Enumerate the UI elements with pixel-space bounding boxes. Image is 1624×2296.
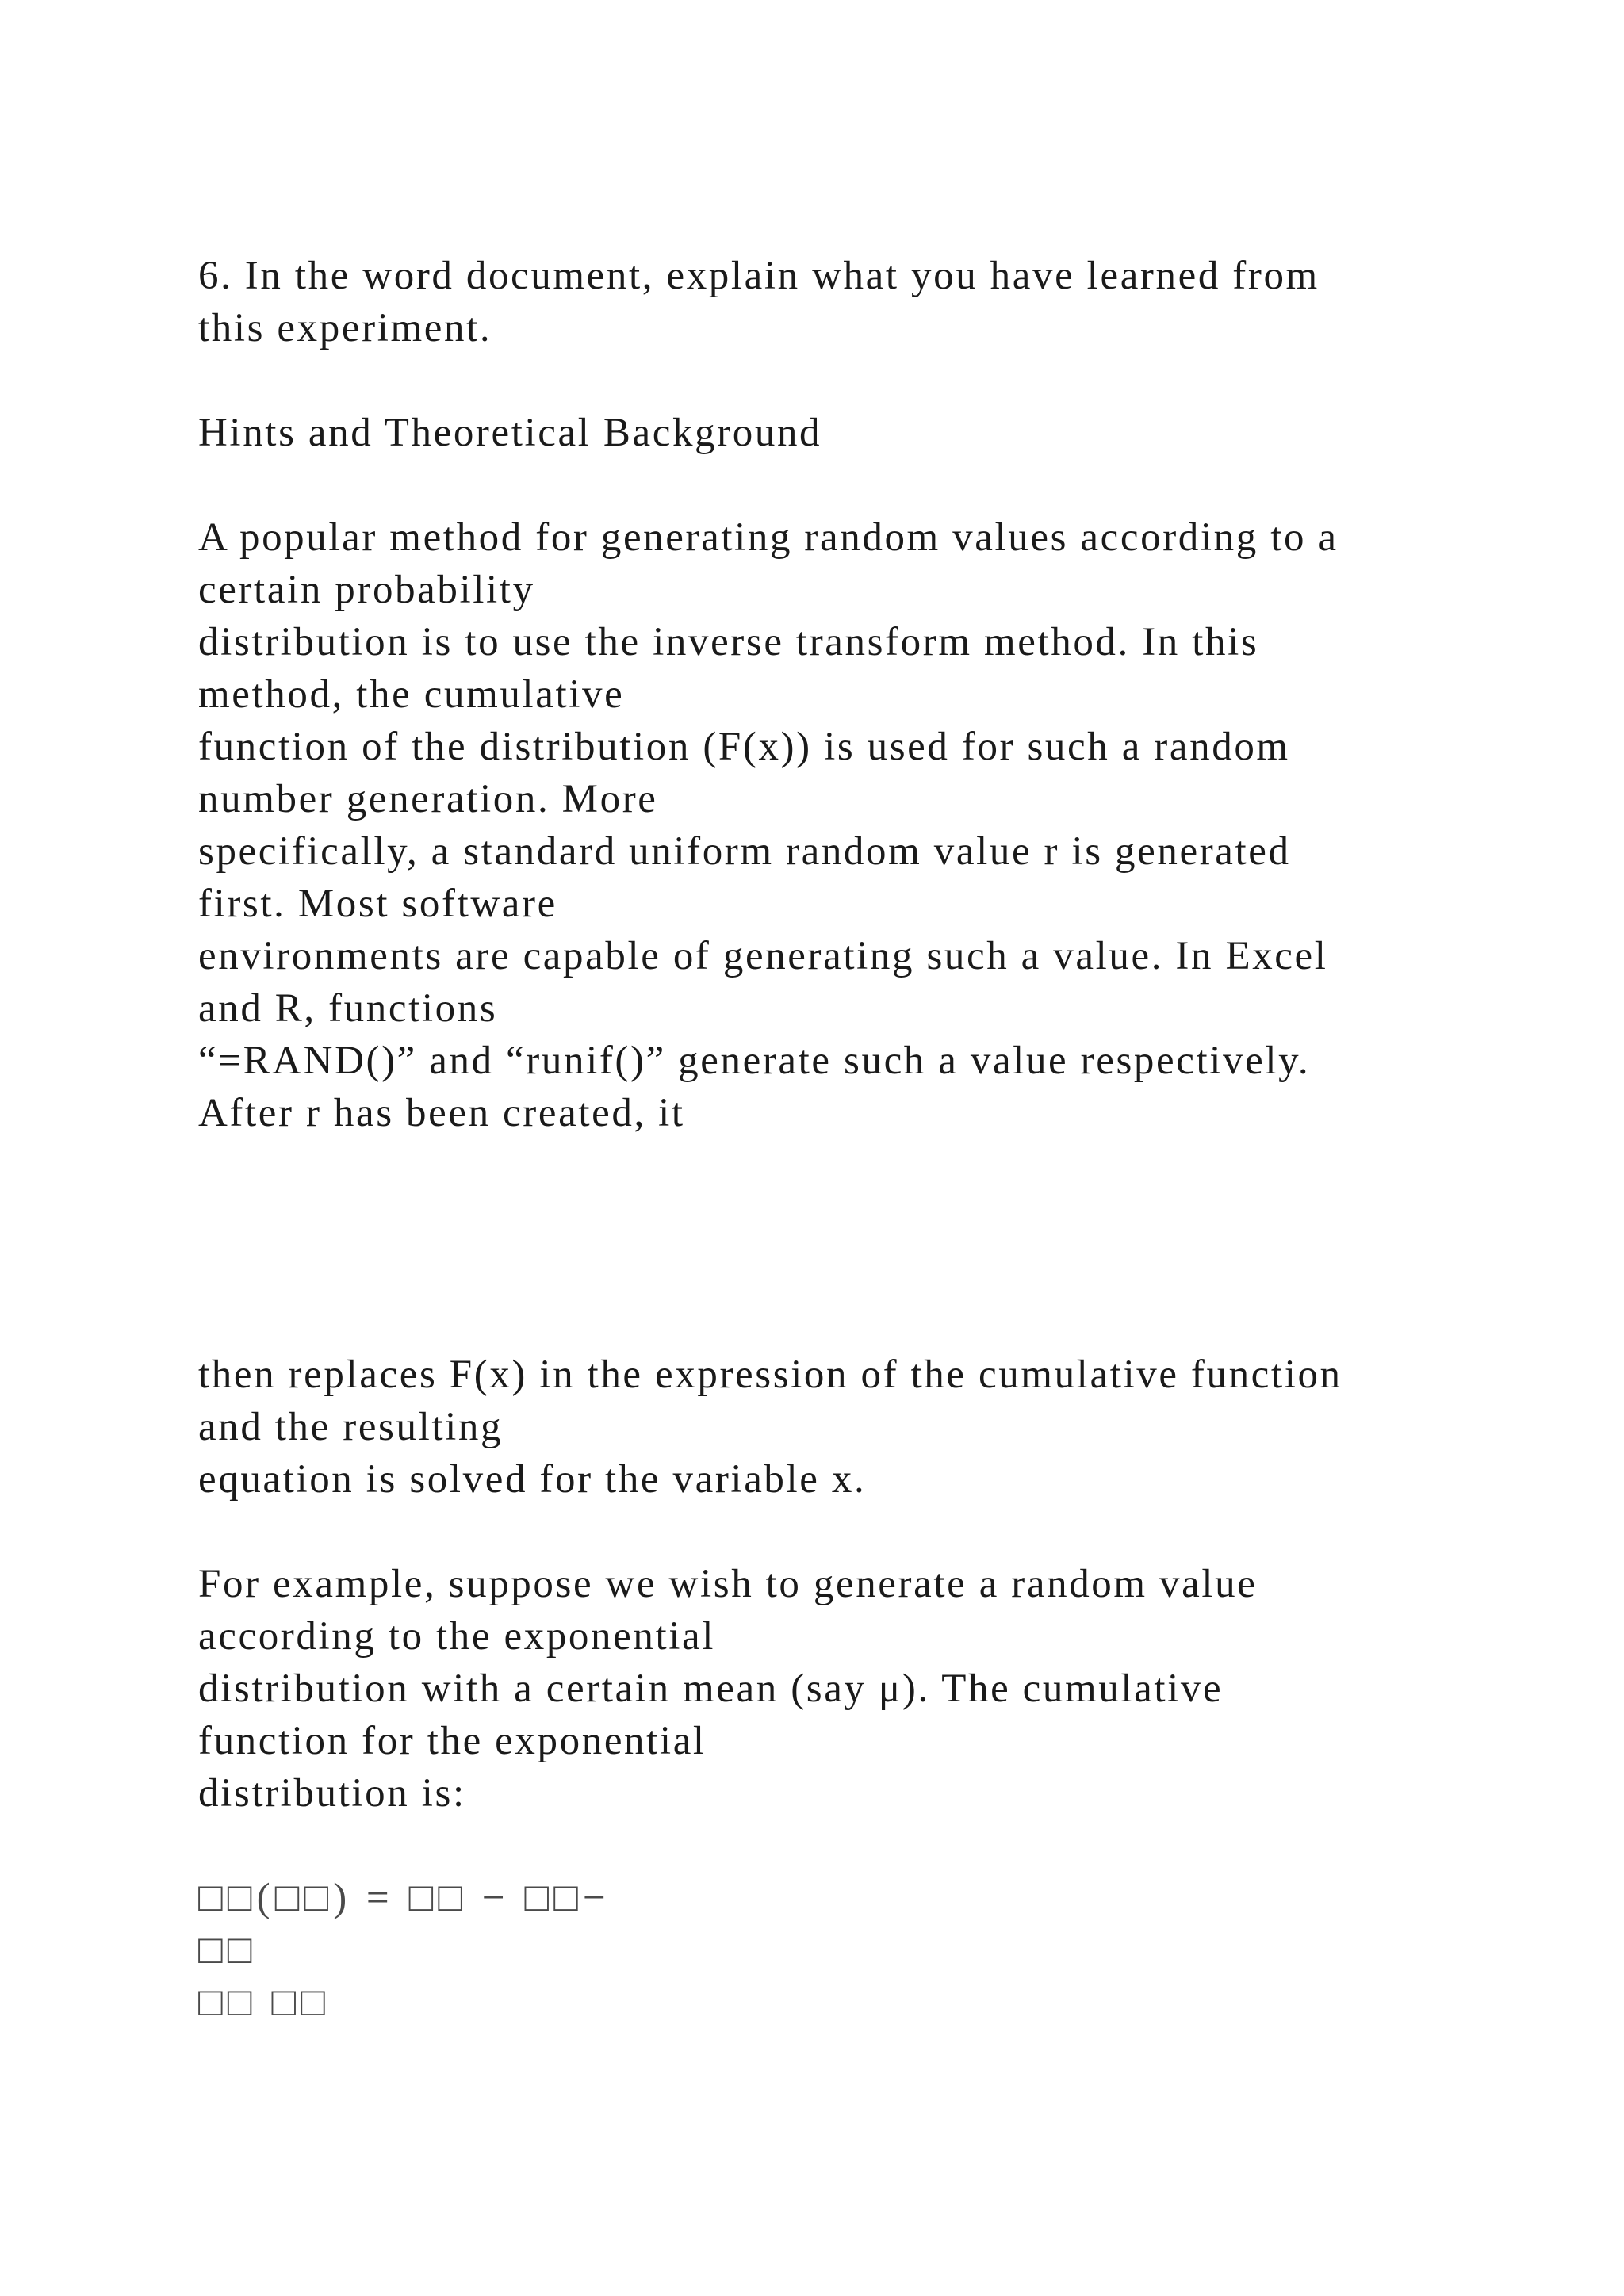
formula-line: □□ □□	[198, 1980, 330, 2025]
text-line: first. Most software	[198, 882, 557, 926]
text-line: then replaces F(x) in the expression of the cumulative function	[198, 1353, 1342, 1397]
text-line: function of the distribution (F(x)) is used for such a random	[198, 725, 1290, 769]
text-line: and R, functions	[198, 986, 498, 1031]
text-line: distribution is to use the inverse transform method. In this	[198, 620, 1259, 664]
text-line: distribution is:	[198, 1771, 466, 1816]
text-line: environments are capable of generating such a value. In Excel	[198, 934, 1328, 978]
formula-line: □□	[198, 1928, 257, 1973]
text-line: function for the exponential	[198, 1719, 707, 1763]
text-line: For example, suppose we wish to generate a random value	[198, 1562, 1258, 1606]
text-line: number generation. More	[198, 777, 658, 821]
text-line: this experiment.	[198, 306, 492, 350]
formula-line: □□(□□) = □□ − □□−	[198, 1876, 611, 1920]
text-line: specifically, a standard uniform random value r is generated	[198, 829, 1291, 874]
text-line: certain probability	[198, 568, 535, 612]
section-heading: Hints and Theoretical Background	[198, 411, 822, 455]
text-line: distribution with a certain mean (say μ). The cumulative	[198, 1667, 1224, 1711]
text-line: according to the exponential	[198, 1614, 716, 1659]
text-line: A popular method for generating random values according to a	[198, 515, 1339, 560]
text-line: After r has been created, it	[198, 1091, 685, 1135]
text-line: “=RAND()” and “runif()” generate such a value respectively.	[198, 1039, 1311, 1083]
text-line: equation is solved for the variable x.	[198, 1457, 867, 1502]
text-line: 6. In the word document, explain what you have learned from	[198, 254, 1320, 298]
text-line: method, the cumulative	[198, 672, 625, 717]
text-line: and the resulting	[198, 1405, 504, 1449]
